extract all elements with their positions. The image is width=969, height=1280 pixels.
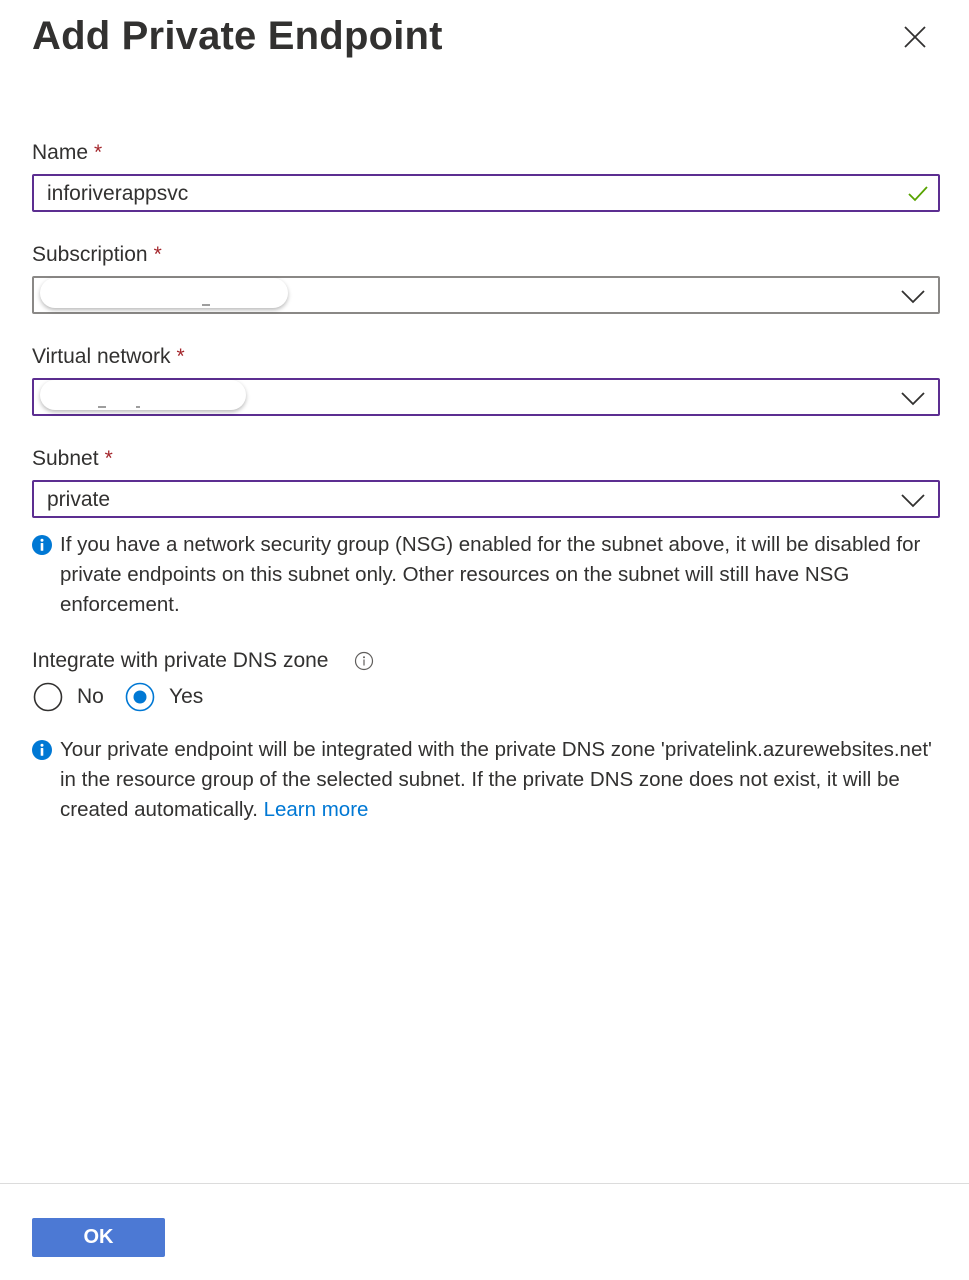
subnet-info-text: If you have a network security group (NSG) enabled for the subnet above, it will be disabled for private endpoints on this subnet only. Other resources on the subnet will still have NSG enforcement.	[60, 533, 921, 616]
redacted-value	[40, 278, 288, 308]
dns-info-text: Your private endpoint will be integrated with the private DNS zone 'privatelink.azurewebsites.net' in the resource group of the selected subnet. If the private DNS zone does not exist, it will be created automatically.	[60, 738, 932, 821]
info-icon	[32, 535, 52, 555]
radio-no-label[interactable]: No	[77, 685, 104, 708]
subscription-dropdown[interactable]	[32, 276, 940, 314]
name-input-value: inforiverappsvc	[47, 182, 189, 205]
required-asterisk: *	[94, 141, 103, 164]
redacted-value	[40, 380, 246, 410]
required-asterisk: *	[104, 447, 113, 470]
redaction-remnant	[98, 406, 106, 408]
radio-no[interactable]	[33, 682, 63, 712]
chevron-down-icon	[900, 286, 926, 306]
subnet-value: private	[47, 488, 111, 511]
virtual-network-label-text: Virtual network	[32, 345, 171, 368]
required-asterisk: *	[153, 243, 162, 266]
chevron-down-icon	[900, 388, 926, 408]
ok-button[interactable]: OK	[32, 1218, 165, 1257]
info-icon	[32, 740, 52, 760]
learn-more-link[interactable]: Learn more	[263, 798, 369, 821]
subnet-dropdown[interactable]	[32, 480, 940, 518]
name-input[interactable]	[32, 174, 940, 212]
subnet-label	[32, 445, 113, 473]
checkmark-icon	[906, 182, 930, 206]
radio-yes[interactable]	[125, 682, 155, 712]
footer-divider	[0, 1183, 969, 1184]
name-label-text: Name	[32, 141, 89, 164]
redaction-remnant	[136, 406, 140, 408]
info-outline-icon[interactable]	[354, 651, 374, 671]
close-button[interactable]	[898, 20, 932, 54]
name-label	[32, 139, 102, 167]
redaction-remnant	[202, 304, 210, 306]
subscription-label	[32, 241, 162, 269]
dns-integration-label: Integrate with private DNS zone	[32, 649, 329, 672]
close-icon	[898, 20, 932, 54]
dialog-title: Add Private Endpoint	[32, 14, 443, 58]
radio-yes-label[interactable]: Yes	[169, 685, 204, 708]
virtual-network-label	[32, 343, 185, 371]
dns-info-block	[60, 735, 950, 825]
required-asterisk: *	[176, 345, 185, 368]
subscription-label-text: Subscription	[32, 243, 148, 266]
virtual-network-dropdown[interactable]	[32, 378, 940, 416]
subnet-label-text: Subnet	[32, 447, 99, 470]
chevron-down-icon	[900, 490, 926, 510]
